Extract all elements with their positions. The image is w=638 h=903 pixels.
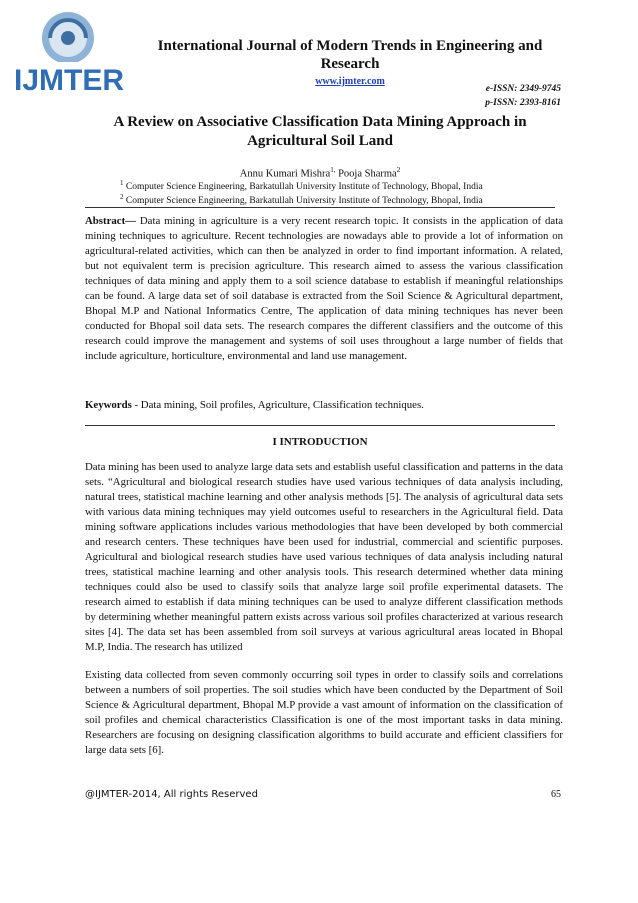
affiliation-1-text: Computer Science Engineering, Barkatullah University Institute of Technology, Bhopal, India [125,182,483,193]
abstract [85,214,563,364]
journal-title: International Journal of Modern Trends in Engineering and Research [157,38,543,72]
keywords-label: Keywords [85,399,132,411]
keywords-text: - Data mining, Soil profiles, Agriculture, Classification techniques. [131,399,424,411]
intro-paragraph-2: Existing data collected from seven commonly occurring soil types in order to classify soils and correlations between a numbers of soil properties. The soil studies which have been conducted by the Department of Soil Science & Agricultural department, Bhopal M.P provide a vast amount of information on the classification of soil profiles and chemical characteristics Classification is one of the most important tasks in data mining. Researchers are focusing on designing classification algorithms to build accurate and efficient classifiers for large data sets [6]. [85,669,563,756]
p-issn: p-ISSN: 2393-8161 [485,98,561,108]
affiliation-2-mark: 2 [120,193,124,201]
paper-title: A Review on Associative Classification Data Mining Approach in Agricultural Soil Land [113,114,527,149]
affiliation-2-text: Computer Science Engineering, Barkatullah University Institute of Technology, Bhopal, India [125,196,483,207]
affiliation-1 [120,179,483,192]
journal-logo [10,8,128,98]
abstract-text: Data mining in agriculture is a very recent research topic. It consists in the application of data mining techniques to agriculture. Recent technologies are nowadays able to provide a lot of information on agricultural-related activities, which can then be analyzed in order to find important information. A related, but not equivalent term is precision agriculture. This research aimed to assess the various classification techniques of data mining and apply them to a soil science database to establish if meaningful relationships can be found. A large data set of soil database is extracted from the Soil Science & Agricultural department, Bhopal M.P and National Informatics Centre, The application of data mining techniques has never been conducted for Bhopal soil data sets. The research compares the different classifiers and the outcome of this research could improve the management and systems of soil uses throughout a large number of fields that include agriculture, horticulture, environmental and land use management. [85,215,563,362]
author-line [90,166,550,180]
abstract-label: Abstract— [85,215,136,227]
logo-text: IJMTER [13,64,125,97]
section-heading-introduction: I INTRODUCTION [272,436,368,448]
keywords [85,398,563,413]
author-1: Annu Kumari Mishra [239,168,331,180]
author-1-mark: 1, [330,166,336,174]
footer-copyright: @IJMTER-2014, All rights Reserved [85,789,258,800]
author-2: Pooja Sharma [338,168,397,180]
page-number: 65 [551,789,561,800]
divider-top [85,207,555,208]
affiliation-2 [120,193,483,206]
e-issn: e-ISSN: 2349-9745 [485,84,561,94]
affiliation-1-mark: 1 [120,179,124,187]
divider-section [85,425,555,426]
author-2-mark: 2 [396,166,401,174]
intro-paragraph-1: Data mining has been used to analyze large data sets and establish useful classification and patterns in the data sets. “Agricultural and biological research studies have used various techniques of data analysis including, natural trees, statistical machine learning and other analysis methods [5]. The analysis of agricultural data sets with various data mining techniques may yield outcomes useful to researchers in the Agricultural field. Data mining software applications includes various methodologies that have been developed by both commercial and research centers. These techniques have been used for industrial, commercial and scientific purposes. Agricultural and biological research studies have used various techniques of data analysis including natural trees, statistical machine learning and other analysis tools. This research determined whether data mining techniques could also be used to classify soils that analyze large soil profile experimental datasets. The research aimed to establish if data mining techniques can be used to analyze different classification methods by determining whether meaningful pattern exists across various soil profiles characterized at various research sites [4]. The data set has been assembled from soil surveys at various agricultural areas located in Bhopal M.P, India. The research has utilized [85,461,563,653]
journal-url-link[interactable]: www.ijmter.com [315,76,385,87]
